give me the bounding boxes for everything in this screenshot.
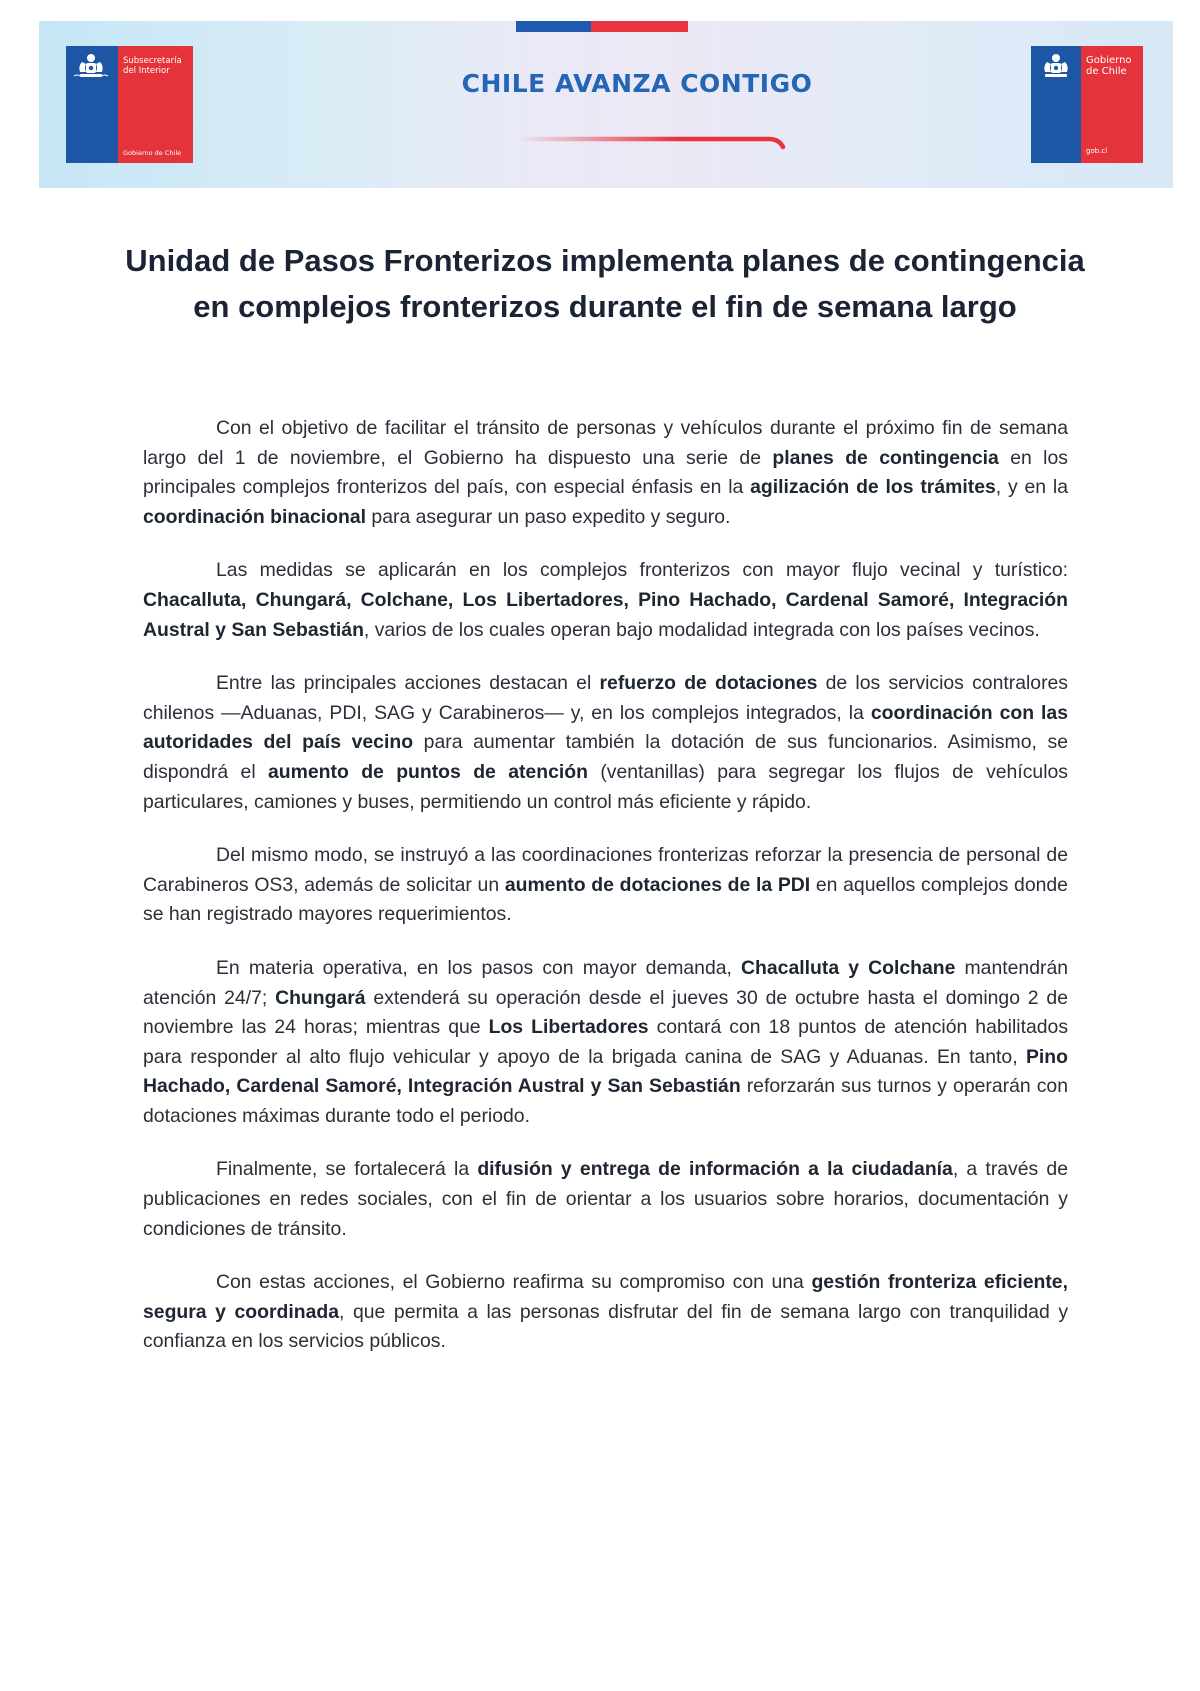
bold-text: planes de contingencia <box>772 446 999 469</box>
bold-text: Los Libertadores <box>488 1016 649 1039</box>
gobierno-de-chile-logo <box>1031 46 1143 163</box>
text-run: Entre las principales acciones destacan el <box>216 672 600 695</box>
slogan: CHILE AVANZA CONTIGO <box>461 69 813 98</box>
paragraph-3 <box>143 669 1068 817</box>
bold-text: Pino Hachado, Cardenal Samoré, Integración Austral y San Sebastián <box>143 1045 1068 1098</box>
text-run: en los principales complejos fronterizos del país, con especial énfasis en la <box>143 446 1068 499</box>
text-run: , varios de los cuales operan bajo modalidad integrada con los países vecinos. <box>363 618 1040 641</box>
paragraph-6 <box>143 1155 1068 1244</box>
text-run: para aumentar también la dotación de sus funcionarios. Asimismo, se dispondrá el <box>143 731 1068 783</box>
text-run: para asegurar un paso expedito y seguro. <box>366 505 731 528</box>
bold-text: refuerzo de dotaciones <box>599 672 818 695</box>
text-run: (ventanillas) para segregar los flujos de vehículos particulares, camiones y buses, permitiendo un control más eficiente y rápido. <box>143 760 1068 813</box>
headline: Unidad de Pasos Fronterizos implementa planes de contingencia en complejos fronterizos durante el fin de semana largo <box>125 243 1085 324</box>
bold-text: agilización de los trámites <box>750 476 996 499</box>
bold-text: coordinación con las autoridades del país vecino <box>143 701 1068 754</box>
text-run: , que permita a las personas disfrutar del fin de semana largo con tranquilidad y confianza en los servicios públicos. <box>143 1300 1069 1353</box>
paragraph-7 <box>143 1268 1068 1357</box>
text-run: mantendrán atención 24/7; <box>143 956 1069 1009</box>
logo-right-footer: gob.cl <box>1086 147 1108 155</box>
logo-left-footer: Gobierno de Chile <box>123 149 182 157</box>
article-body <box>143 414 1068 1381</box>
text-run: Con estas acciones, el Gobierno reafirma su compromiso con una <box>216 1271 812 1294</box>
paragraph-4 <box>143 841 1068 930</box>
bold-text: difusión y entrega de información a la ciudadanía <box>477 1158 953 1181</box>
coat-of-arms-icon <box>1037 52 1075 82</box>
text-run: En materia operativa, en los pasos con mayor demanda, <box>216 956 742 979</box>
paragraph-1 <box>143 414 1068 532</box>
logo-left-line2: del Interior <box>123 66 170 76</box>
paragraph-5 <box>143 954 1068 1132</box>
logo-right-line1: Gobierno <box>1086 55 1132 66</box>
flag-stripe <box>516 21 688 32</box>
bold-text: aumento de dotaciones de la PDI <box>504 873 811 896</box>
text-run: , a través de publicaciones en redes sociales, con el fin de orientar a los usuarios sobre horarios, documentación y condiciones de tránsito. <box>143 1158 1069 1240</box>
bold-text: coordinación binacional <box>143 505 367 528</box>
bold-text: aumento de puntos de atención <box>268 760 588 783</box>
subsecretaria-interior-logo <box>66 46 193 163</box>
logo-right-line2: de Chile <box>1086 66 1127 77</box>
header-banner <box>39 21 1173 188</box>
logo-left-line1: Subsecretaría <box>123 56 182 66</box>
text-run: extenderá su operación desde el jueves 30 de octubre hasta el domingo 2 de noviembre las 24 horas; mientras que <box>143 986 1068 1039</box>
text-run: Del mismo modo, se instruyó a las coordinaciones fronterizas reforzar la presencia de personal de Carabineros OS3, además de solicitar un <box>143 844 1068 896</box>
bold-text: Chacalluta y Colchane <box>741 956 956 979</box>
swoosh-graphic <box>499 133 799 163</box>
bold-text: gestión fronteriza eficiente, segura y coordinada <box>143 1271 1068 1323</box>
bold-text: Chungará <box>275 986 366 1009</box>
bold-text: Chacalluta, Chungará, Colchane, Los Libertadores, Pino Hachado, Cardenal Samoré, Integración Austral y San Sebastián <box>143 588 1068 641</box>
paragraph-2 <box>143 556 1068 645</box>
text-run: contará con 18 puntos de atención habilitados para responder al alto flujo vehicular y apoyo de la brigada canina de SAG y Aduanas. En tanto, <box>143 1016 1069 1068</box>
text-run: de los servicios contralores chilenos —Aduanas, PDI, SAG y Carabineros— y, en los complejos integrados, la <box>143 672 1069 724</box>
text-run: Finalmente, se fortalecerá la <box>216 1158 478 1181</box>
text-run: en aquellos complejos donde se han registrado mayores requerimientos. <box>143 873 1068 926</box>
text-run: Con el objetivo de facilitar el tránsito de personas y vehículos durante el próximo fin de semana largo del 1 de noviembre, el Gobierno ha dispuesto una serie de <box>143 417 1068 469</box>
text-run: Las medidas se aplicarán en los complejos fronterizos con mayor flujo vecinal y turístico: <box>216 559 1068 582</box>
text-run: reforzarán sus turnos y operarán con dotaciones máximas durante todo el periodo. <box>143 1075 1068 1127</box>
text-run: , y en la <box>995 476 1068 499</box>
